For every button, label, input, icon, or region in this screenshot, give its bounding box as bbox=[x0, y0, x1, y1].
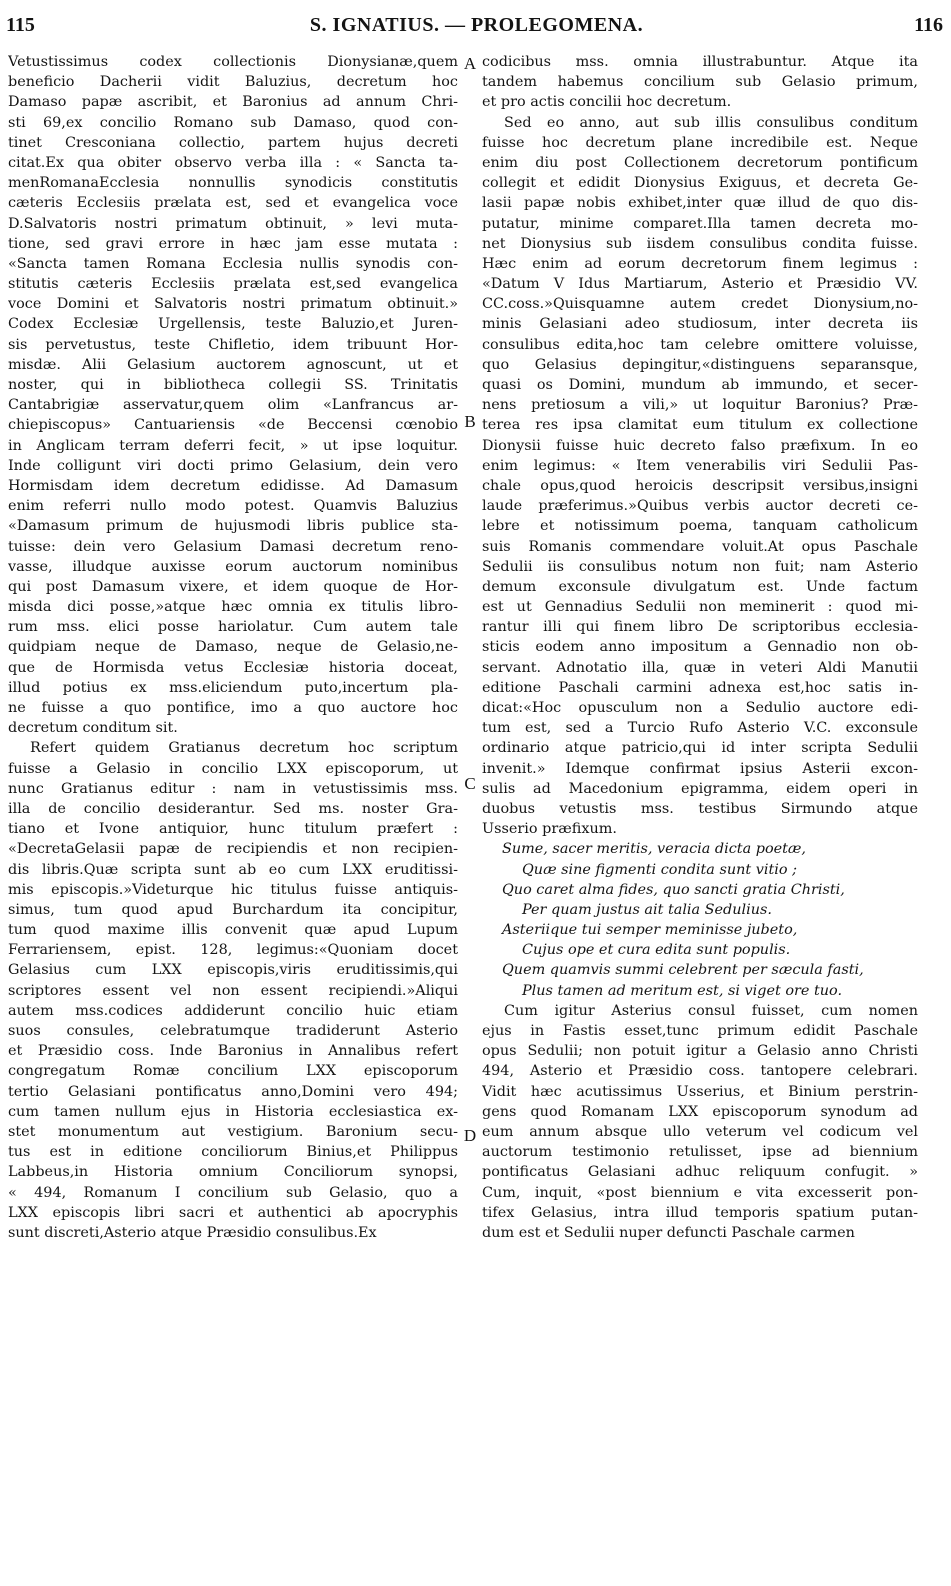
text-line: mis episcopis.»Videturque hic titulus fuisse antiquis- bbox=[8, 881, 458, 898]
text-line: congregatum Romæ concilium LXX episcoporum bbox=[8, 1063, 458, 1080]
text-line: Cum, inquit, «post biennium e vita excesserit pon- bbox=[482, 1184, 918, 1201]
text-line: rum mss. elici posse hariolatur. Cum autem tale bbox=[8, 619, 458, 636]
text-line: misda dici posse,»atque hæc omnia ex titulis libro- bbox=[8, 599, 458, 616]
text-line: Quem quamvis summi celebrent per sæcula fasti, bbox=[502, 962, 864, 979]
text-line: voce Domini et Salvatoris nostri primatum obtinuit.» bbox=[8, 296, 458, 313]
right-column bbox=[482, 52, 918, 1243]
text-line: vasse, illudque auxisse eorum auctorum nominibus bbox=[8, 558, 458, 575]
text-line: editione Paschali carmini adnexa est,hoc satis in- bbox=[482, 679, 918, 696]
text-line: simus, tum quod apud Burchardum ita concipitur, bbox=[8, 901, 458, 918]
margin-letter: C bbox=[464, 774, 476, 793]
text-line: tifex Gelasius, intra illud temporis spatium putan- bbox=[482, 1204, 918, 1221]
text-line: Hæc enim ad eorum decretorum finem legimus : bbox=[482, 255, 918, 272]
text-line: servant. Adnotatio illa, quæ in veteri Aldi Manutii bbox=[482, 659, 918, 676]
text-line: « 494, Romanum I concilium sub Gelasio, quo a bbox=[8, 1184, 458, 1201]
text-line: laude præferimus.»Quibus verbis auctor decreti ce- bbox=[482, 498, 918, 515]
text-line: dis libris.Quæ scripta sunt ab eo cum LXX eruditissi- bbox=[8, 861, 458, 878]
text-line: chiepiscopus» Cantuariensis «de Beccensi cœnobio bbox=[8, 417, 458, 434]
text-line: quo Gelasius depingitur,«distinguens separansque, bbox=[482, 356, 918, 373]
text-line: ordinario atque patricio,qui id inter scripta Sedulii bbox=[482, 740, 918, 757]
text-line: sti 69,ex concilio Romano sub Damaso, quod con- bbox=[8, 114, 458, 131]
text-line: minis Gelasiani adeo studiosum, inter decreta iis bbox=[482, 316, 918, 333]
text-line: illud potius ex mss.eliciendum puto,incertum pla- bbox=[8, 679, 458, 696]
text-line: et Præsidio coss. Inde Baronius in Annalibus refert bbox=[8, 1043, 458, 1060]
text-line: duobus vetustis mss. testibus Sirmundo atque bbox=[482, 800, 918, 817]
text-line: «Datum V Idus Martiarum, Asterio et Præsidio VV. bbox=[482, 276, 918, 293]
text-line: noster, qui in bibliotheca collegii SS. Trinitatis bbox=[8, 377, 458, 393]
text-line: ne fuisse a quo pontifice, imo a quo auctore hoc bbox=[8, 700, 458, 716]
text-line: enim legimus: « Item venerabilis viri Sedulii Pas- bbox=[482, 457, 918, 474]
running-title: S. IGNATIUS. — PROLEGOMENA. bbox=[309, 14, 644, 36]
text-line: beneficio Dacherii vidit Baluzius, decretum hoc bbox=[8, 74, 458, 91]
text-line: stitutis cæteris Ecclesiis prælata est,sed evangelica bbox=[8, 276, 458, 293]
text-line: Damaso papæ ascribit, et Baronius ad annum Chri- bbox=[8, 94, 458, 111]
text-line: codicibus mss. omnia illustrabuntur. Atque ita bbox=[482, 54, 918, 70]
text-line: eum annum absque ullo veterum vel codicum vel bbox=[482, 1123, 918, 1140]
text-line: Sed eo anno, aut sub illis consulibus conditum bbox=[504, 114, 918, 131]
text-line: Hormisdam idem decretum edidisse. Ad Damasum bbox=[8, 477, 458, 494]
text-line: Cantabrigiæ asservatur,quem olim «Lanfrancus ar- bbox=[8, 397, 458, 414]
text-line: decretum conditum sit. bbox=[8, 720, 178, 737]
text-line: tiano et Ivone antiquior, hunc titulum præfert : bbox=[8, 821, 458, 838]
text-line: tione, sed gravi errore in hæc jam esse mutata : bbox=[8, 235, 458, 252]
margin-letter: D bbox=[463, 1126, 477, 1145]
text-line: autem mss.codices addiderunt concilio huic etiam bbox=[8, 1002, 458, 1019]
text-line: tertio Gelasiani pontificatus anno,Domini vero 494; bbox=[8, 1083, 458, 1100]
text-line: citat.Ex qua obiter observo verba illa : « Sancta ta- bbox=[8, 154, 458, 171]
text-line: lasii papæ nobis exhibet,inter quæ illud de quo dis- bbox=[482, 195, 918, 212]
text-line: invenit.» Idemque confirmat ipsius Asterii excon- bbox=[482, 760, 918, 777]
text-line: sticis eodem anno impositum a Gennadio non ob- bbox=[482, 639, 918, 656]
text-line: dicat:«Hoc opusculum non a Sedulio auctore edi- bbox=[482, 700, 918, 716]
text-line: menRomanaEcclesia nonnullis synodicis constitutis bbox=[8, 175, 458, 192]
text-line: consulibus edita,hoc tam celebre omittere voluisse, bbox=[482, 336, 918, 353]
text-line: fuisse a Gelasio in concilio LXX episcoporum, ut bbox=[8, 760, 458, 777]
text-line: LXX episcopis libri sacri et authentici ab apocryphis bbox=[8, 1204, 458, 1221]
text-line: Asteriique tui semper meminisse jubeto, bbox=[502, 922, 798, 939]
text-line: Inde colligunt viri docti primo Gelasium, dein vero bbox=[8, 457, 458, 474]
text-line: quidpiam neque de Damaso, neque de Gelasio,ne- bbox=[8, 639, 458, 656]
text-line: ejus in Fastis esset,tunc primum edidit Paschale bbox=[482, 1023, 918, 1039]
text-line: nunc Gratianus editur : nam in vetustissimis mss. bbox=[8, 780, 458, 797]
text-line: Ferrariensem, epist. 128, legimus:«Quoniam docet bbox=[8, 942, 458, 959]
text-line: misdæ. Alii Gelasium auctorem agnoscunt, ut et bbox=[8, 356, 458, 373]
text-line: Labbeus,in Historia omnium Conciliorum synopsi, bbox=[8, 1164, 458, 1181]
text-line: Codex Ecclesiæ Urgellensis, teste Baluzio,et Juren- bbox=[8, 316, 458, 333]
text-line: Refert quidem Gratianus decretum hoc scriptum bbox=[30, 740, 458, 757]
text-line: collegit et edidit Dionysius Exiguus, et decreta Ge- bbox=[482, 175, 918, 192]
text-line: Quæ sine figmenti condita sunt vitio ; bbox=[522, 861, 797, 878]
text-line: opus Sedulii; non potuit igitur a Gelasio anno Christi bbox=[482, 1043, 918, 1060]
text-line: enim referri nullo modo potest. Quamvis Baluzius bbox=[8, 498, 458, 515]
text-line: et pro actis concilii hoc decretum. bbox=[482, 94, 732, 111]
text-line: demum exconsule divulgatum est. Unde factum bbox=[482, 578, 918, 595]
text-line: quasi os Domini, mundum ab immundo, et secer- bbox=[482, 377, 918, 393]
text-line: tum est, sed a Turcio Rufo Asterio V.C. exconsule bbox=[482, 720, 918, 737]
text-line: rantur illi qui finem libro De scriptoribus ecclesia- bbox=[482, 619, 918, 636]
text-line: Cum igitur Asterius consul fuisset, cum nomen bbox=[504, 1002, 918, 1019]
text-line: fuisse hoc decretum plane incredibile est. Neque bbox=[482, 134, 918, 151]
text-line: terea res ipsa clamitat eum titulum ex collectione bbox=[482, 417, 918, 434]
text-line: tinet Cresconiana collectio, partem hujus decreti bbox=[8, 134, 458, 151]
text-line: sis pervetustus, teste Chifletio, idem tribuunt Hor- bbox=[8, 336, 458, 353]
text-line: «DecretaGelasii papæ de recipiendis et non recipien- bbox=[8, 841, 458, 858]
page-number-left: 115 bbox=[6, 14, 35, 36]
text-line: net Dionysius sub iisdem consulibus condita fuisse. bbox=[482, 235, 918, 252]
margin-letter: B bbox=[464, 412, 476, 431]
text-line: Dionysii fuisse huic decreto falso præfixum. In eo bbox=[482, 437, 918, 454]
text-line: Cujus ope et cura edita sunt populis. bbox=[522, 942, 791, 959]
text-line: suos consules, celebratumque tradiderunt Asterio bbox=[8, 1023, 458, 1039]
text-line: tum quod maxime illis convenit quæ apud Lupum bbox=[8, 922, 458, 939]
text-line: chale opus,quod heroicis descripsit versibus,insigni bbox=[482, 477, 918, 494]
text-line: tandem habemus concilium sub Gelasio primum, bbox=[482, 74, 918, 91]
text-line: scriptores essent vel non essent recipiendi.»Aliqui bbox=[8, 982, 458, 999]
text-line: cæteris Ecclesiis prælata est, sed et evangelica voce bbox=[8, 195, 458, 212]
text-line: Usserio præfixum. bbox=[482, 821, 617, 838]
text-line: Sume, sacer meritis, veracia dicta poetæ, bbox=[502, 841, 807, 858]
text-line: stet monumentum aut vestigium. Baronium secu- bbox=[8, 1123, 458, 1140]
text-line: tuisse: dein vero Gelasium Damasi decretum reno- bbox=[8, 538, 458, 555]
text-line: CC.coss.»Quisquamne autem credet Dionysium,no- bbox=[482, 296, 918, 313]
text-line: Vidit hæc acutissimus Usserius, et Binium perstrin- bbox=[482, 1083, 918, 1100]
text-line: pontificatus Gelasiani adhuc reliquum confugit. » bbox=[482, 1164, 918, 1181]
text-line: sunt discreti,Asterio atque Præsidio consulibus.Ex bbox=[8, 1224, 377, 1241]
left-column bbox=[8, 52, 458, 1243]
text-line: enim diu post Collectionem decretorum pontificum bbox=[482, 154, 918, 171]
running-header bbox=[4, 14, 949, 44]
text-line: Gelasius cum LXX episcopis,viris eruditissimis,qui bbox=[8, 962, 458, 979]
text-line: qui post Damasum vixere, et idem quoque de Hor- bbox=[8, 578, 458, 595]
text-line: Quo caret alma fides, quo sancti gratia Christi, bbox=[502, 881, 845, 898]
text-line: tus est in editione conciliorum Binius,et Philippus bbox=[8, 1144, 458, 1161]
text-line: putatur, minime comparet.Illa tamen decreta mo- bbox=[482, 215, 918, 232]
text-line: «Damasum primum de hujusmodi libris publice sta- bbox=[8, 518, 458, 535]
text-line: D.Salvatoris nostri primatum obtinuit, » levi muta- bbox=[8, 215, 458, 232]
text-line: gens quod Romanam LXX episcoporum synodum ad bbox=[482, 1103, 918, 1120]
text-line: in Anglicam terram deferri fecit, » ut ipse loquitur. bbox=[8, 437, 458, 454]
margin-letter: A bbox=[463, 54, 477, 73]
page-number-right: 116 bbox=[914, 14, 943, 36]
text-line: cum tamen nullum ejus in Historia ecclesiastica ex- bbox=[8, 1103, 458, 1120]
text-line: Per quam justus ait talia Sedulius. bbox=[522, 901, 772, 918]
text-line: Vetustissimus codex collectionis Dionysianæ,quem bbox=[8, 54, 458, 70]
text-line: illa de concilio desiderantur. Sed ms. noster Gra- bbox=[8, 800, 458, 817]
text-line: lebre et notissimum poema, tanquam catholicum bbox=[482, 518, 918, 535]
text-line: nens pretiosum a vili,» ut loquitur Baronius? Præ- bbox=[482, 397, 918, 414]
text-line: 494, Asterio et Præsidio coss. tantopere celebrari. bbox=[482, 1063, 918, 1080]
text-line: suis Romanis commendare voluit.At opus Paschale bbox=[482, 538, 918, 555]
text-line: est ut Gennadius Sedulii non meminerit : quod mi- bbox=[482, 599, 918, 616]
text-line: auctorum testimonio retulisset, ipse ad biennium bbox=[482, 1144, 918, 1161]
text-line: Sedulii iis consulibus notum non fuit; nam Asterio bbox=[482, 558, 918, 575]
text-line: Plus tamen ad meritum est, si viget ore tuo. bbox=[522, 982, 843, 999]
text-line: que de Hormisda vetus Ecclesiæ historia doceat, bbox=[8, 659, 458, 676]
text-line: sulis ad Macedonium epigramma, eidem operi in bbox=[482, 780, 918, 797]
text-line: dum est et Sedulii nuper defuncti Paschale carmen bbox=[482, 1224, 855, 1241]
text-line: «Sancta tamen Romana Ecclesia nullis synodis con- bbox=[8, 255, 458, 272]
